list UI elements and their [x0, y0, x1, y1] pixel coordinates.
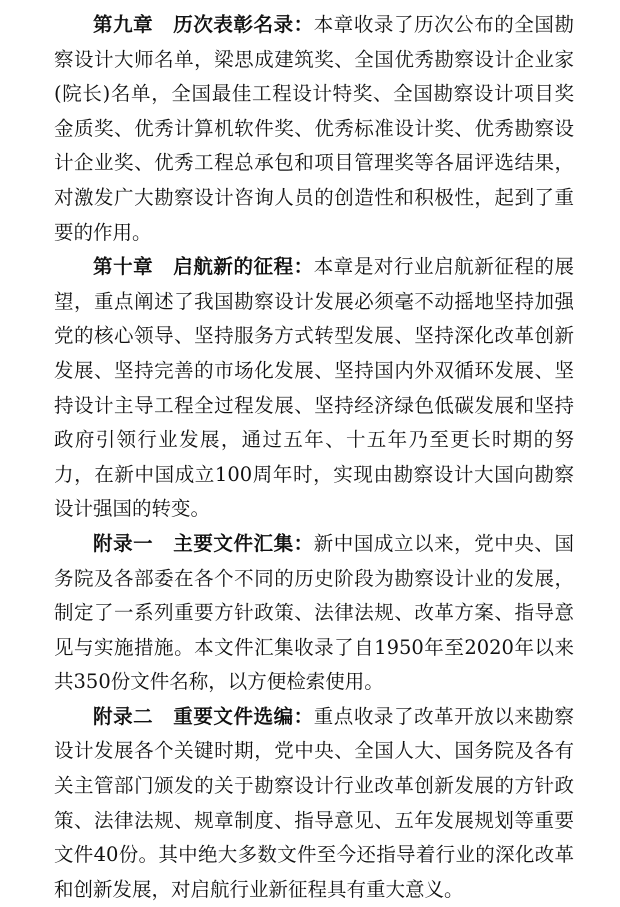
- paragraph-appendix-1: [54, 527, 574, 700]
- appendix-2-body: 重点收录了改革开放以来勘察设计发展各个关键时期，党中央、全国人大、国务院及各有关主管部门颁发的关于勘察设计行业改革创新发展的方针政策、法律法规、规章制度、指导意见、五年发展规划等重要文件40份。其中绝大多数文件至今还指导着行业的深化改革和创新发展，对启航行业新征程具有重大意义。: [54, 704, 574, 901]
- chapter-9-body: 本章收录了历次公布的全国勘察设计大师名单，梁思成建筑奖、全国优秀勘察设计企业家(院长)名单，全国最佳工程设计特奖、全国勘察设计项目奖金质奖、优秀计算机软件奖、优秀标准设计奖、优秀勘察设计企业奖、优秀工程总承包和项目管理奖等各届评选结果，对激发广大勘察设计咨询人员的创造性和积极性，起到了重要的作用。: [54, 13, 574, 244]
- paragraph-chapter-10: [54, 250, 574, 527]
- paragraph-chapter-9: [54, 8, 574, 250]
- chapter-9-heading: 第九章 历次表彰名录：: [93, 13, 314, 36]
- chapter-10-body: 本章是对行业启航新征程的展望，重点阐述了我国勘察设计发展必须毫不动摇地坚持加强党的核心领导、坚持服务方式转型发展、坚持深化改革创新发展、坚持完善的市场化发展、坚持国内外双循环发展、坚持设计主导工程全过程发展、坚持经济绿色低碳发展和坚持政府引领行业发展，通过五年、十五年乃至更长时期的努力，在新中国成立100周年时，实现由勘察设计大国向勘察设计强国的转变。: [54, 255, 574, 521]
- chapter-10-heading: 第十章 启航新的征程：: [93, 255, 314, 279]
- document-page: [54, 8, 574, 907]
- paragraph-appendix-2: [54, 700, 574, 907]
- appendix-1-body: 新中国成立以来，党中央、国务院及各部委在各个不同的历史阶段为勘察设计业的发展，制定了一系列重要方针政策、法律法规、改革方案、指导意见与实施措施。本文件汇集收录了自1950年至2020年以来共350份文件名称，以方便检索使用。: [54, 531, 574, 694]
- appendix-2-heading: 附录二 重要文件选编：: [93, 704, 314, 728]
- appendix-1-heading: 附录一 主要文件汇集：: [93, 531, 314, 555]
